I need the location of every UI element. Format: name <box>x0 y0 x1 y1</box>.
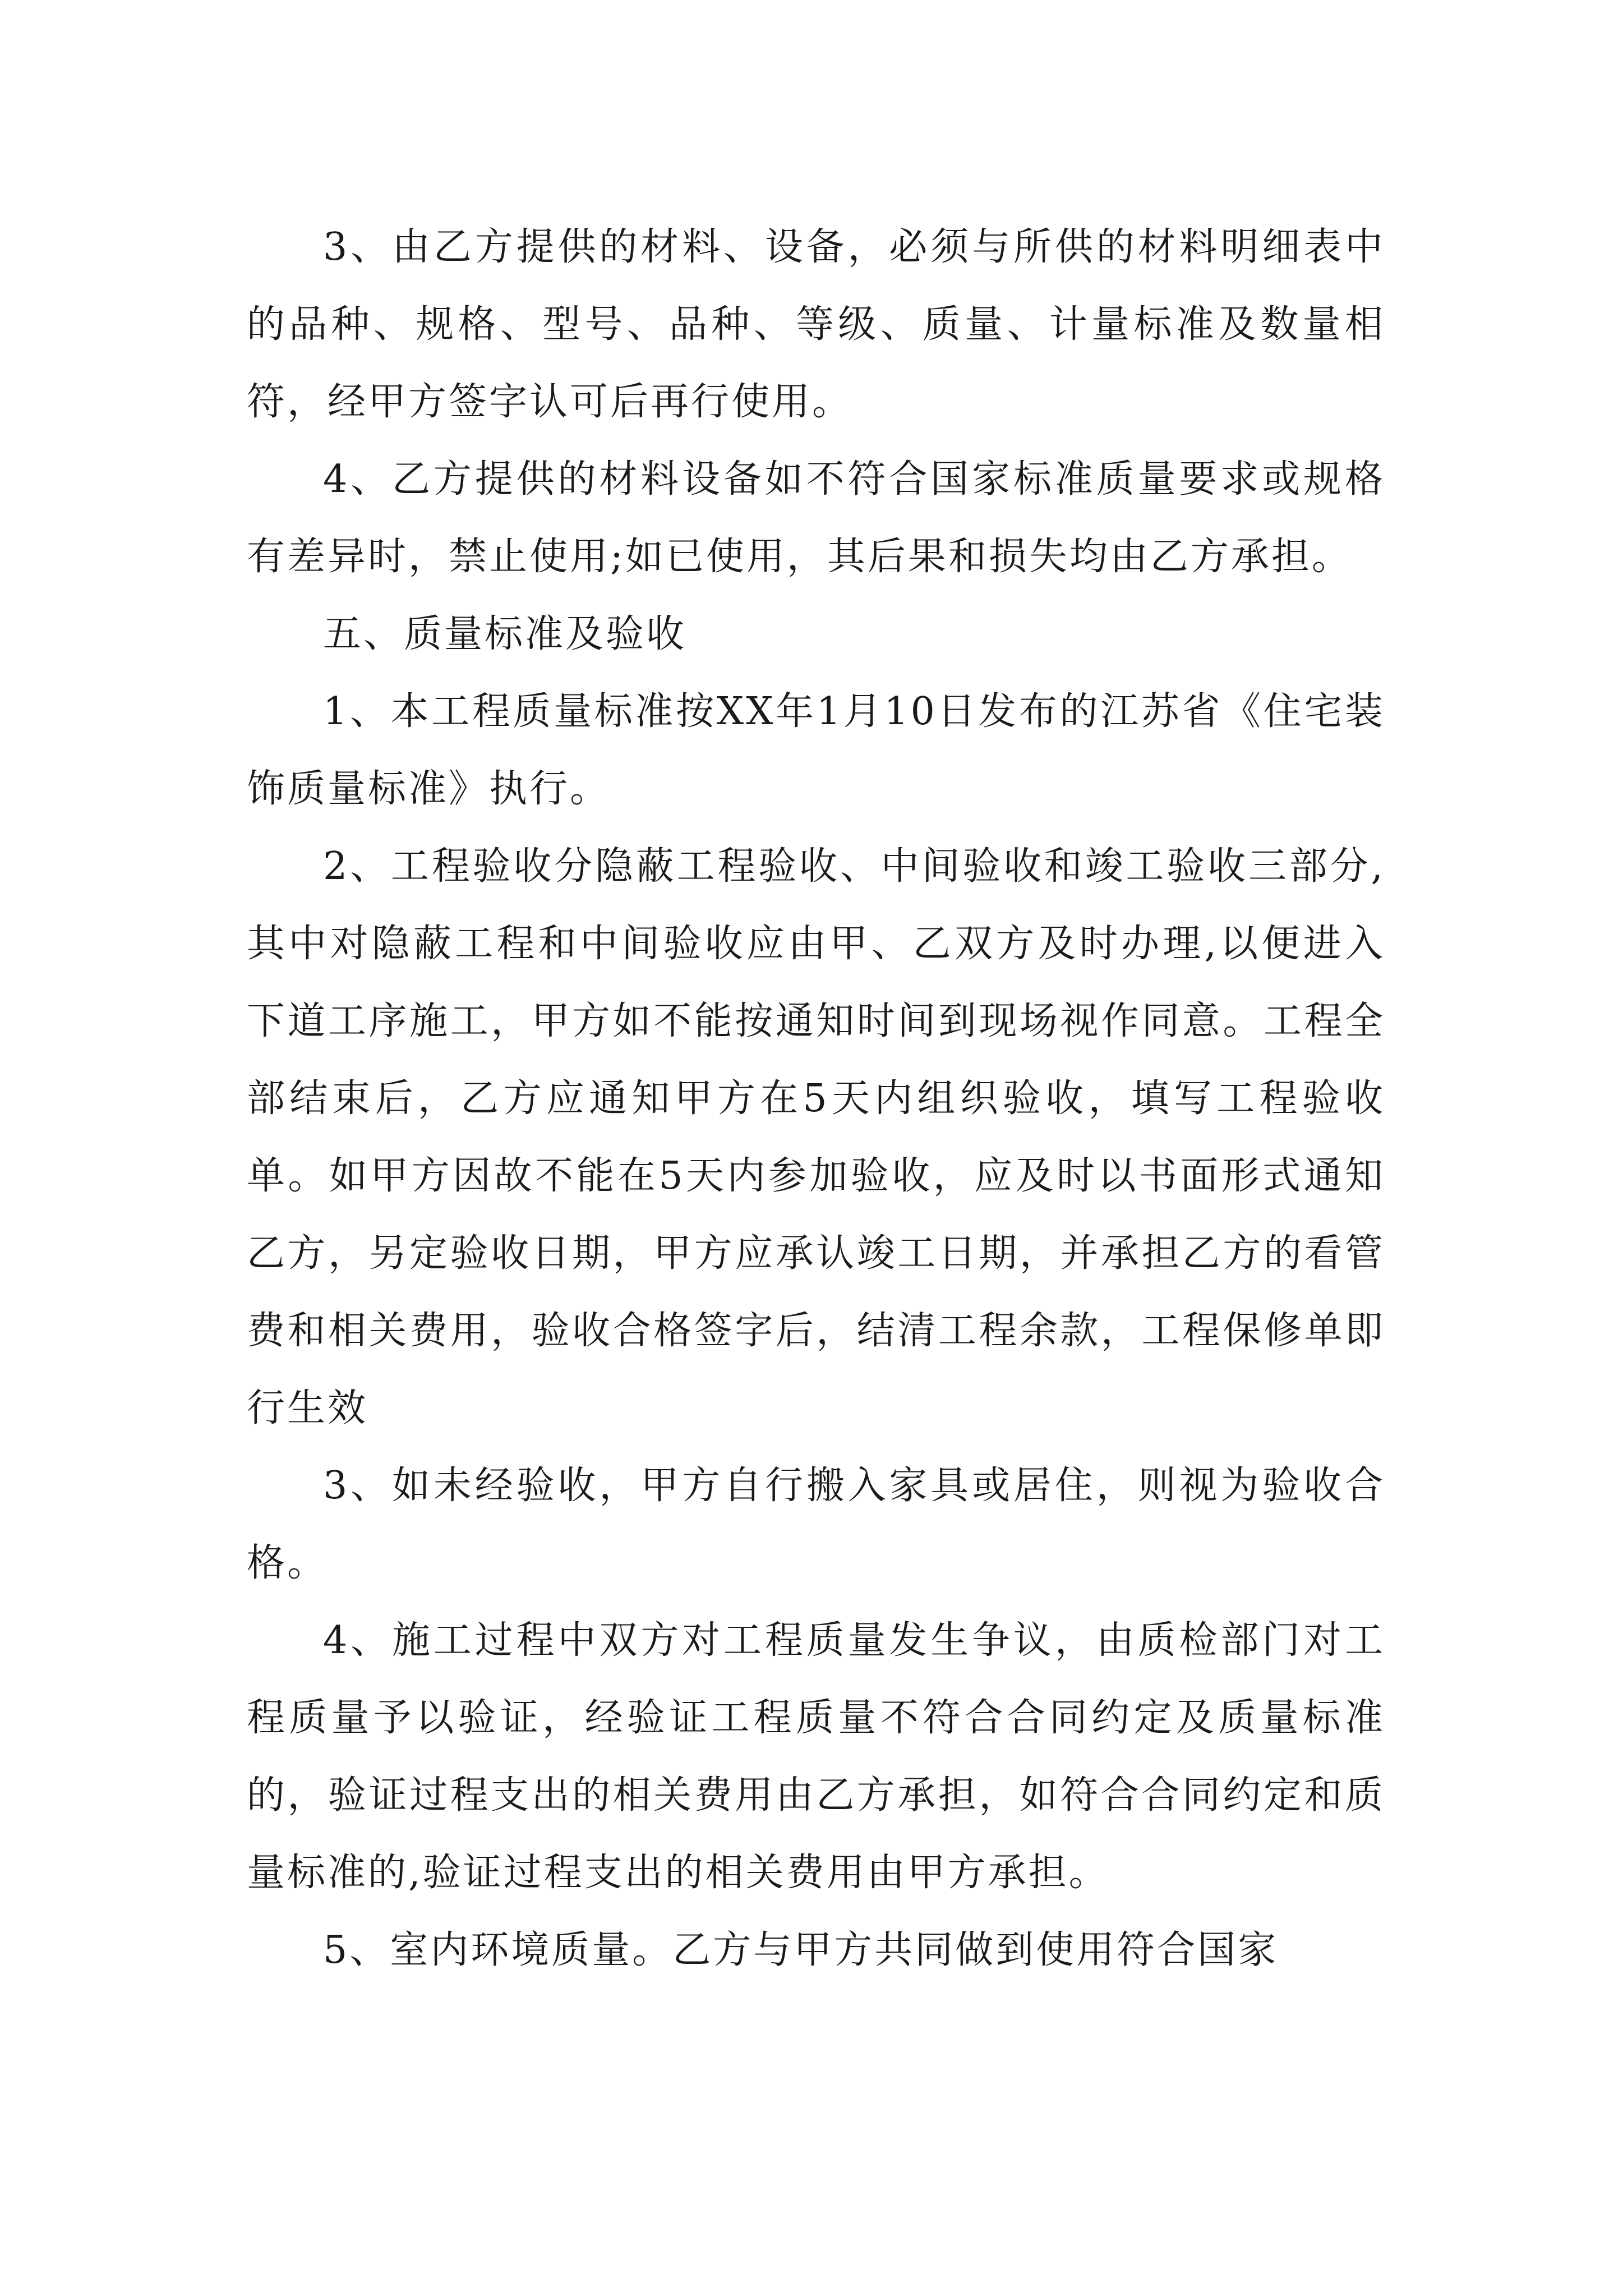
paragraph-deemed-acceptance: 3、如未经验收，甲方自行搬入家具或居住，则视为验收合格。 <box>247 1464 1385 1585</box>
paragraph-materials-nonconforming: 4、乙方提供的材料设备如不符合国家标准质量要求或规格有差异时，禁止使用;如已使用，其后果和损失均由乙方承担。 <box>247 457 1385 579</box>
paragraph-quality-dispute: 4、施工过程中双方对工程质量发生争议，由质检部门对工程质量予以验证，经验证工程质量不符合合同约定及质量标准的，验证过程支出的相关费用由乙方承担，如符合合同约定和质量标准的,验证过程支出的相关费用由甲方承担。 <box>247 1618 1385 1895</box>
paragraph-indoor-environment: 5、室内环境质量。乙方与甲方共同做到使用符合国家 <box>323 1928 1279 1972</box>
document-body <box>247 209 1385 1989</box>
paragraph-materials-spec: 3、由乙方提供的材料、设备，必须与所供的材料明细表中的品种、规格、型号、品种、等级、质量、计量标准及数量相符，经甲方签字认可后再行使用。 <box>247 225 1385 424</box>
paragraph-quality-standard: 1、本工程质量标准按XX年1月10日发布的江苏省《住宅装饰质量标准》执行。 <box>247 689 1385 811</box>
section-heading-quality-acceptance: 五、质量标准及验收 <box>323 612 687 656</box>
paragraph-acceptance-process: 2、工程验收分隐蔽工程验收、中间验收和竣工验收三部分,其中对隐蔽工程和中间验收应由甲、乙双方及时办理,以便进入下道工序施工，甲方如不能按通知时间到现场视作同意。工程全部结束后，乙方应通知甲方在5天内组织验收，填写工程验收单。如甲方因故不能在5天内参加验收，应及时以书面形式通知乙方，另定验收日期，甲方应承认竣工日期，并承担乙方的看管费和相关费用，验收合格签字后，结清工程余款，工程保修单即行生效 <box>247 844 1385 1430</box>
